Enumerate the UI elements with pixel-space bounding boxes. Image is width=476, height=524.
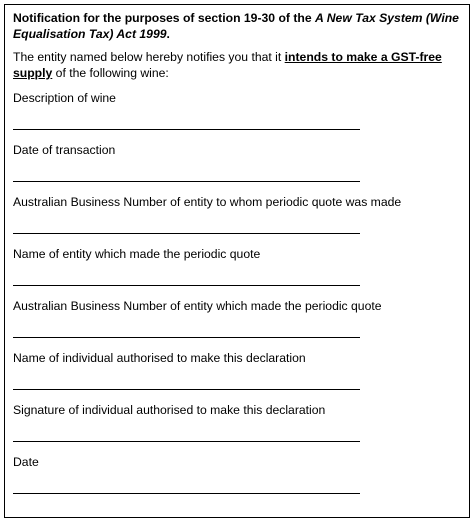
field-label-date: Date — [13, 455, 39, 469]
field-label-abn-entity: Australian Business Number of entity which made the periodic quote — [13, 299, 382, 313]
field-line-signature[interactable] — [13, 441, 360, 442]
field-label-description-of-wine: Description of wine — [13, 91, 116, 105]
act-title: A New Tax System (Wine Equalisation Tax) Act 1999 — [13, 11, 459, 41]
field-line-date[interactable] — [13, 493, 360, 494]
field-label-individual-name: Name of individual authorised to make this declaration — [13, 351, 306, 365]
field-label-signature: Signature of individual authorised to make this declaration — [13, 403, 326, 417]
intro-statement — [13, 49, 463, 81]
heading-text: Notification for the purposes of section 19-30 of the — [13, 11, 316, 25]
form-heading — [13, 10, 463, 42]
intro-emphasis: intends to make a GST-free supply — [13, 50, 442, 80]
notification-form — [4, 4, 470, 518]
field-line-description-of-wine[interactable] — [13, 129, 360, 130]
intro-text-after: of the following wine: — [52, 66, 169, 80]
field-line-entity-name[interactable] — [13, 285, 360, 286]
field-line-abn-recipient[interactable] — [13, 233, 360, 234]
field-label-abn-recipient: Australian Business Number of entity to whom periodic quote was made — [13, 195, 402, 209]
heading-period: . — [166, 27, 170, 41]
field-line-abn-entity[interactable] — [13, 337, 360, 338]
field-label-entity-name: Name of entity which made the periodic quote — [13, 247, 261, 261]
field-line-individual-name[interactable] — [13, 389, 360, 390]
field-label-date-of-transaction: Date of transaction — [13, 143, 116, 157]
intro-text-before: The entity named below hereby notifies you that it — [13, 50, 285, 64]
field-line-date-of-transaction[interactable] — [13, 181, 360, 182]
